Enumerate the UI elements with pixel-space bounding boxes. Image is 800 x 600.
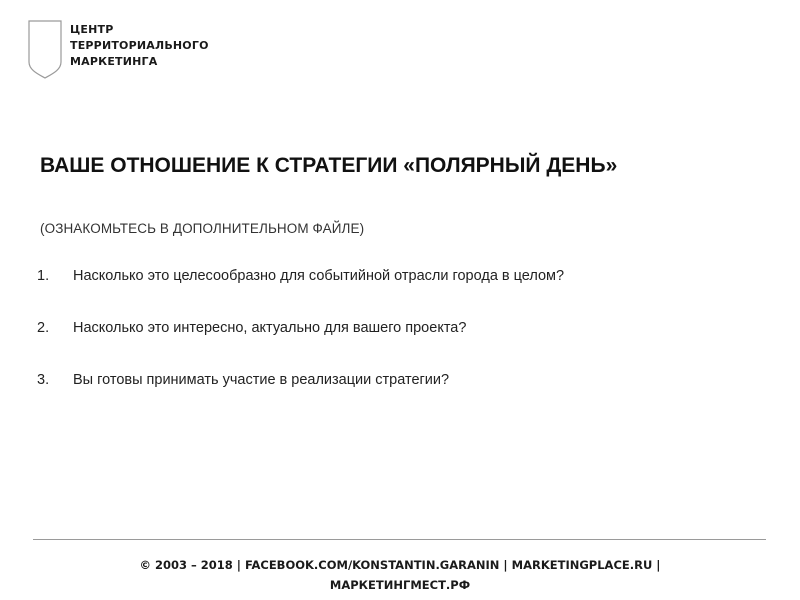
question-text: Насколько это интересно, актуально для вашего проекта?: [73, 320, 467, 336]
page-subtitle: (ОЗНАКОМЬТЕСЬ В ДОПОЛНИТЕЛЬНОМ ФАЙЛЕ): [40, 221, 365, 236]
question-number: 2.: [37, 320, 50, 336]
question-number: 3.: [37, 372, 50, 388]
question-text: Вы готовы принимать участие в реализации стратегии?: [73, 372, 450, 388]
footer-line-1: © 2003 – 2018 | FACEBOOK.COM/KONSTANTIN.GARANIN | MARKETINGPLACE.RU |: [139, 558, 661, 572]
question-list: [0, 268, 800, 424]
logo-text: [70, 22, 290, 70]
question-number: 1.: [37, 268, 50, 284]
footer: [0, 555, 800, 595]
question-item: [0, 268, 800, 320]
logo-line-1: ЦЕНТР: [70, 23, 114, 36]
question-text: Насколько это целесообразно для событийной отрасли города в целом?: [73, 268, 565, 284]
question-item: [0, 372, 800, 424]
logo-line-3: МАРКЕТИНГА: [70, 55, 158, 68]
footer-divider: [33, 539, 766, 540]
logo-line-2: ТЕРРИТОРИАЛЬНОГО: [70, 39, 209, 52]
page-title: ВАШЕ ОТНОШЕНИЕ К СТРАТЕГИИ «ПОЛЯРНЫЙ ДЕНЬ»: [40, 154, 618, 177]
shield-icon: [28, 20, 64, 80]
question-item: [0, 320, 800, 372]
footer-line-2: МАРКЕТИНГМЕСТ.РФ: [329, 578, 471, 592]
